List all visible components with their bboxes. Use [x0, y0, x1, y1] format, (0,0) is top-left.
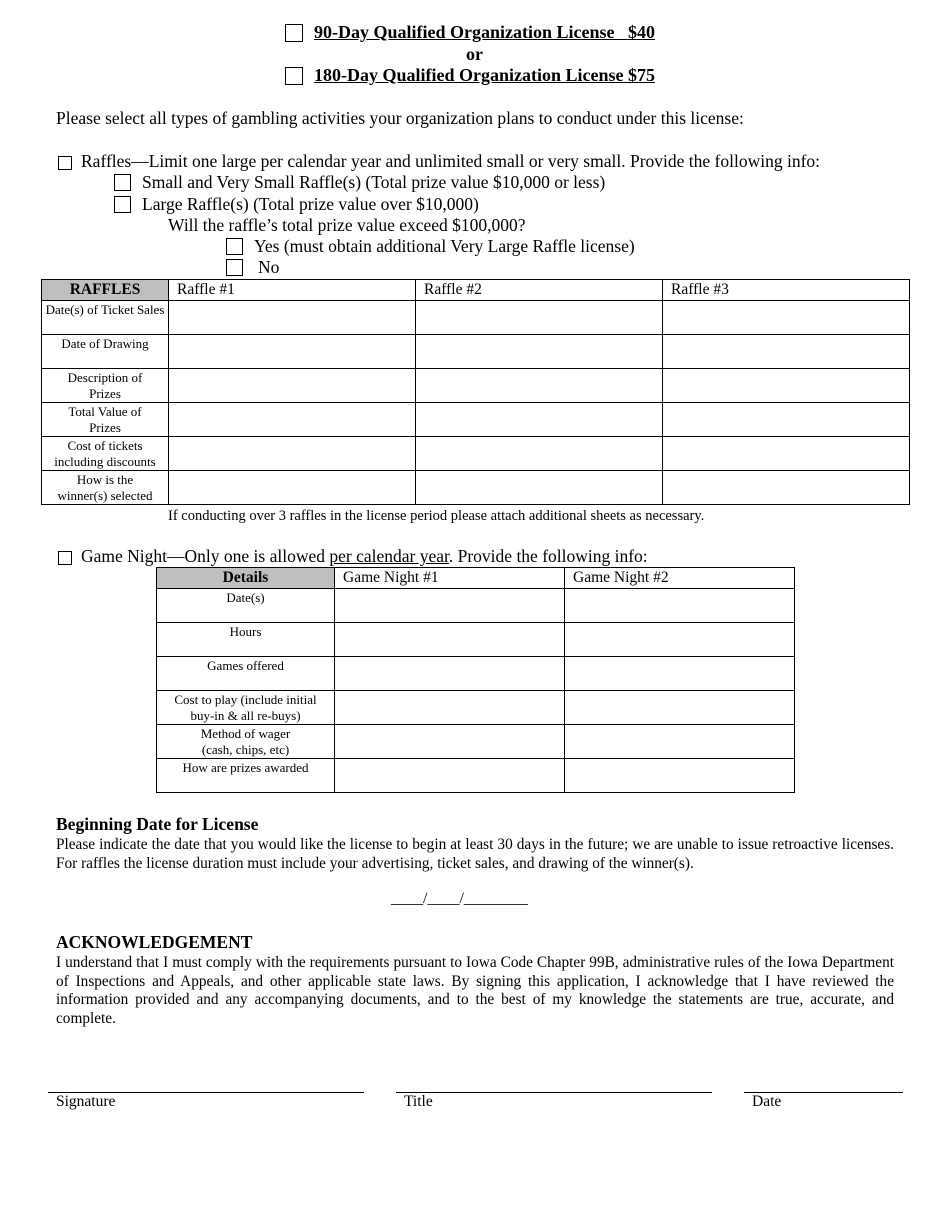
table-cell[interactable] — [565, 589, 795, 623]
row-label-prizes-awarded: How are prizes awarded — [157, 759, 335, 793]
additional-sheets-note: If conducting over 3 raffles in the license period please attach additional sheets as necessary. — [168, 508, 705, 524]
180-day-license-checkbox[interactable] — [285, 67, 303, 85]
table-cell[interactable] — [335, 657, 565, 691]
license-start-date-field[interactable]: ____/____/________ — [391, 890, 528, 907]
very-large-no-label: No — [258, 257, 280, 277]
beginning-date-title: Beginning Date for License — [56, 814, 259, 834]
row-label-ticket-cost: Cost of tickets including discounts — [42, 437, 169, 471]
game-night-heading-prefix: Game Night—Only one is allowed — [81, 546, 330, 566]
row-label-dates: Date(s) — [157, 589, 335, 623]
very-large-yes-label: Yes (must obtain additional Very Large Raffle license) — [254, 236, 635, 256]
very-large-yes-checkbox[interactable] — [226, 238, 243, 255]
small-raffle-checkbox[interactable] — [114, 174, 131, 191]
180-day-license-label: 180-Day Qualified Organization License $75 — [314, 65, 655, 85]
table-cell[interactable] — [663, 437, 910, 471]
raffle-1-column: Raffle #1 — [169, 280, 416, 301]
table-cell[interactable] — [169, 369, 416, 403]
raffles-checkbox[interactable] — [58, 156, 72, 170]
or-label: or — [466, 44, 483, 64]
raffle-3-column: Raffle #3 — [663, 280, 910, 301]
acknowledgement-section — [56, 932, 894, 1028]
title-label: Title — [404, 1093, 433, 1110]
row-label-cost-to-play: Cost to play (include initial buy-in & all re-buys) — [157, 691, 335, 725]
table-cell[interactable] — [416, 301, 663, 335]
signature-label: Signature — [56, 1093, 116, 1110]
acknowledgement-title: ACKNOWLEDGEMENT — [56, 932, 253, 952]
game-night-1-column: Game Night #1 — [335, 568, 565, 589]
date-label: Date — [752, 1093, 782, 1110]
raffles-table — [41, 279, 910, 505]
table-cell[interactable] — [416, 471, 663, 505]
row-label-hours: Hours — [157, 623, 335, 657]
row-label-drawing-date: Date of Drawing — [42, 335, 169, 369]
table-cell[interactable] — [169, 471, 416, 505]
large-prize-question: Will the raffle’s total prize value exceed $100,000? — [168, 215, 526, 235]
game-night-table-header: Details — [157, 568, 335, 589]
table-cell[interactable] — [663, 369, 910, 403]
beginning-date-section — [56, 814, 894, 873]
table-cell[interactable] — [663, 301, 910, 335]
table-cell[interactable] — [565, 623, 795, 657]
row-label-prize-description: Description of Prizes — [42, 369, 169, 403]
90-day-license-checkbox[interactable] — [285, 24, 303, 42]
raffles-table-header: RAFFLES — [42, 280, 169, 301]
table-cell[interactable] — [565, 657, 795, 691]
row-label-ticket-sales: Date(s) of Ticket Sales — [42, 301, 169, 335]
game-night-checkbox[interactable] — [58, 551, 72, 565]
beginning-date-text: Please indicate the date that you would like the license to begin at least 30 days in the future; we are unable to issue retroactive licenses. For raffles the license duration must include your advertising, ticket sales, and drawing of the winner(s). — [56, 836, 894, 872]
game-night-heading-suffix: . Provide the following info: — [448, 546, 648, 566]
game-night-2-column: Game Night #2 — [565, 568, 795, 589]
table-cell[interactable] — [416, 335, 663, 369]
table-cell[interactable] — [416, 403, 663, 437]
raffle-2-column: Raffle #2 — [416, 280, 663, 301]
intro-text: Please select all types of gambling activities your organization plans to conduct under this license: — [56, 108, 744, 128]
row-label-games-offered: Games offered — [157, 657, 335, 691]
raffles-heading: Raffles—Limit one large per calendar year and unlimited small or very small. Provide the following info: — [81, 151, 821, 171]
table-cell[interactable] — [335, 589, 565, 623]
table-cell[interactable] — [169, 335, 416, 369]
row-label-method-of-wager: Method of wager (cash, chips, etc) — [157, 725, 335, 759]
table-cell[interactable] — [169, 301, 416, 335]
table-cell[interactable] — [416, 369, 663, 403]
small-raffle-label: Small and Very Small Raffle(s) (Total prize value $10,000 or less) — [142, 172, 606, 192]
game-night-heading-underlined: per calendar year — [329, 546, 449, 566]
table-cell[interactable] — [335, 759, 565, 793]
acknowledgement-text: I understand that I must comply with the requirements pursuant to Iowa Code Chapter 99B, administrative rules of the Iowa Department of Inspections and Appeals, and other applicable state laws. By signing this application, I acknowledge that I have reviewed the information provided and any accompanying documents, and to the best of my knowledge the statements are true, accurate, and complete. — [56, 954, 894, 1027]
title-line[interactable] — [396, 1092, 712, 1093]
90-day-license-label: 90-Day Qualified Organization License $40 — [314, 22, 655, 42]
table-cell[interactable] — [663, 471, 910, 505]
table-cell[interactable] — [169, 403, 416, 437]
table-cell[interactable] — [335, 725, 565, 759]
game-night-heading — [81, 546, 648, 567]
table-cell[interactable] — [663, 335, 910, 369]
table-cell[interactable] — [169, 437, 416, 471]
row-label-winner-selection: How is the winner(s) selected — [42, 471, 169, 505]
large-raffle-checkbox[interactable] — [114, 196, 131, 213]
game-night-table — [156, 567, 795, 793]
table-cell[interactable] — [416, 437, 663, 471]
row-label-total-value: Total Value of Prizes — [42, 403, 169, 437]
table-cell[interactable] — [663, 403, 910, 437]
table-cell[interactable] — [335, 691, 565, 725]
table-cell[interactable] — [565, 691, 795, 725]
table-cell[interactable] — [335, 623, 565, 657]
table-cell[interactable] — [565, 725, 795, 759]
large-raffle-label: Large Raffle(s) (Total prize value over $10,000) — [142, 194, 479, 214]
table-cell[interactable] — [565, 759, 795, 793]
very-large-no-checkbox[interactable] — [226, 259, 243, 276]
